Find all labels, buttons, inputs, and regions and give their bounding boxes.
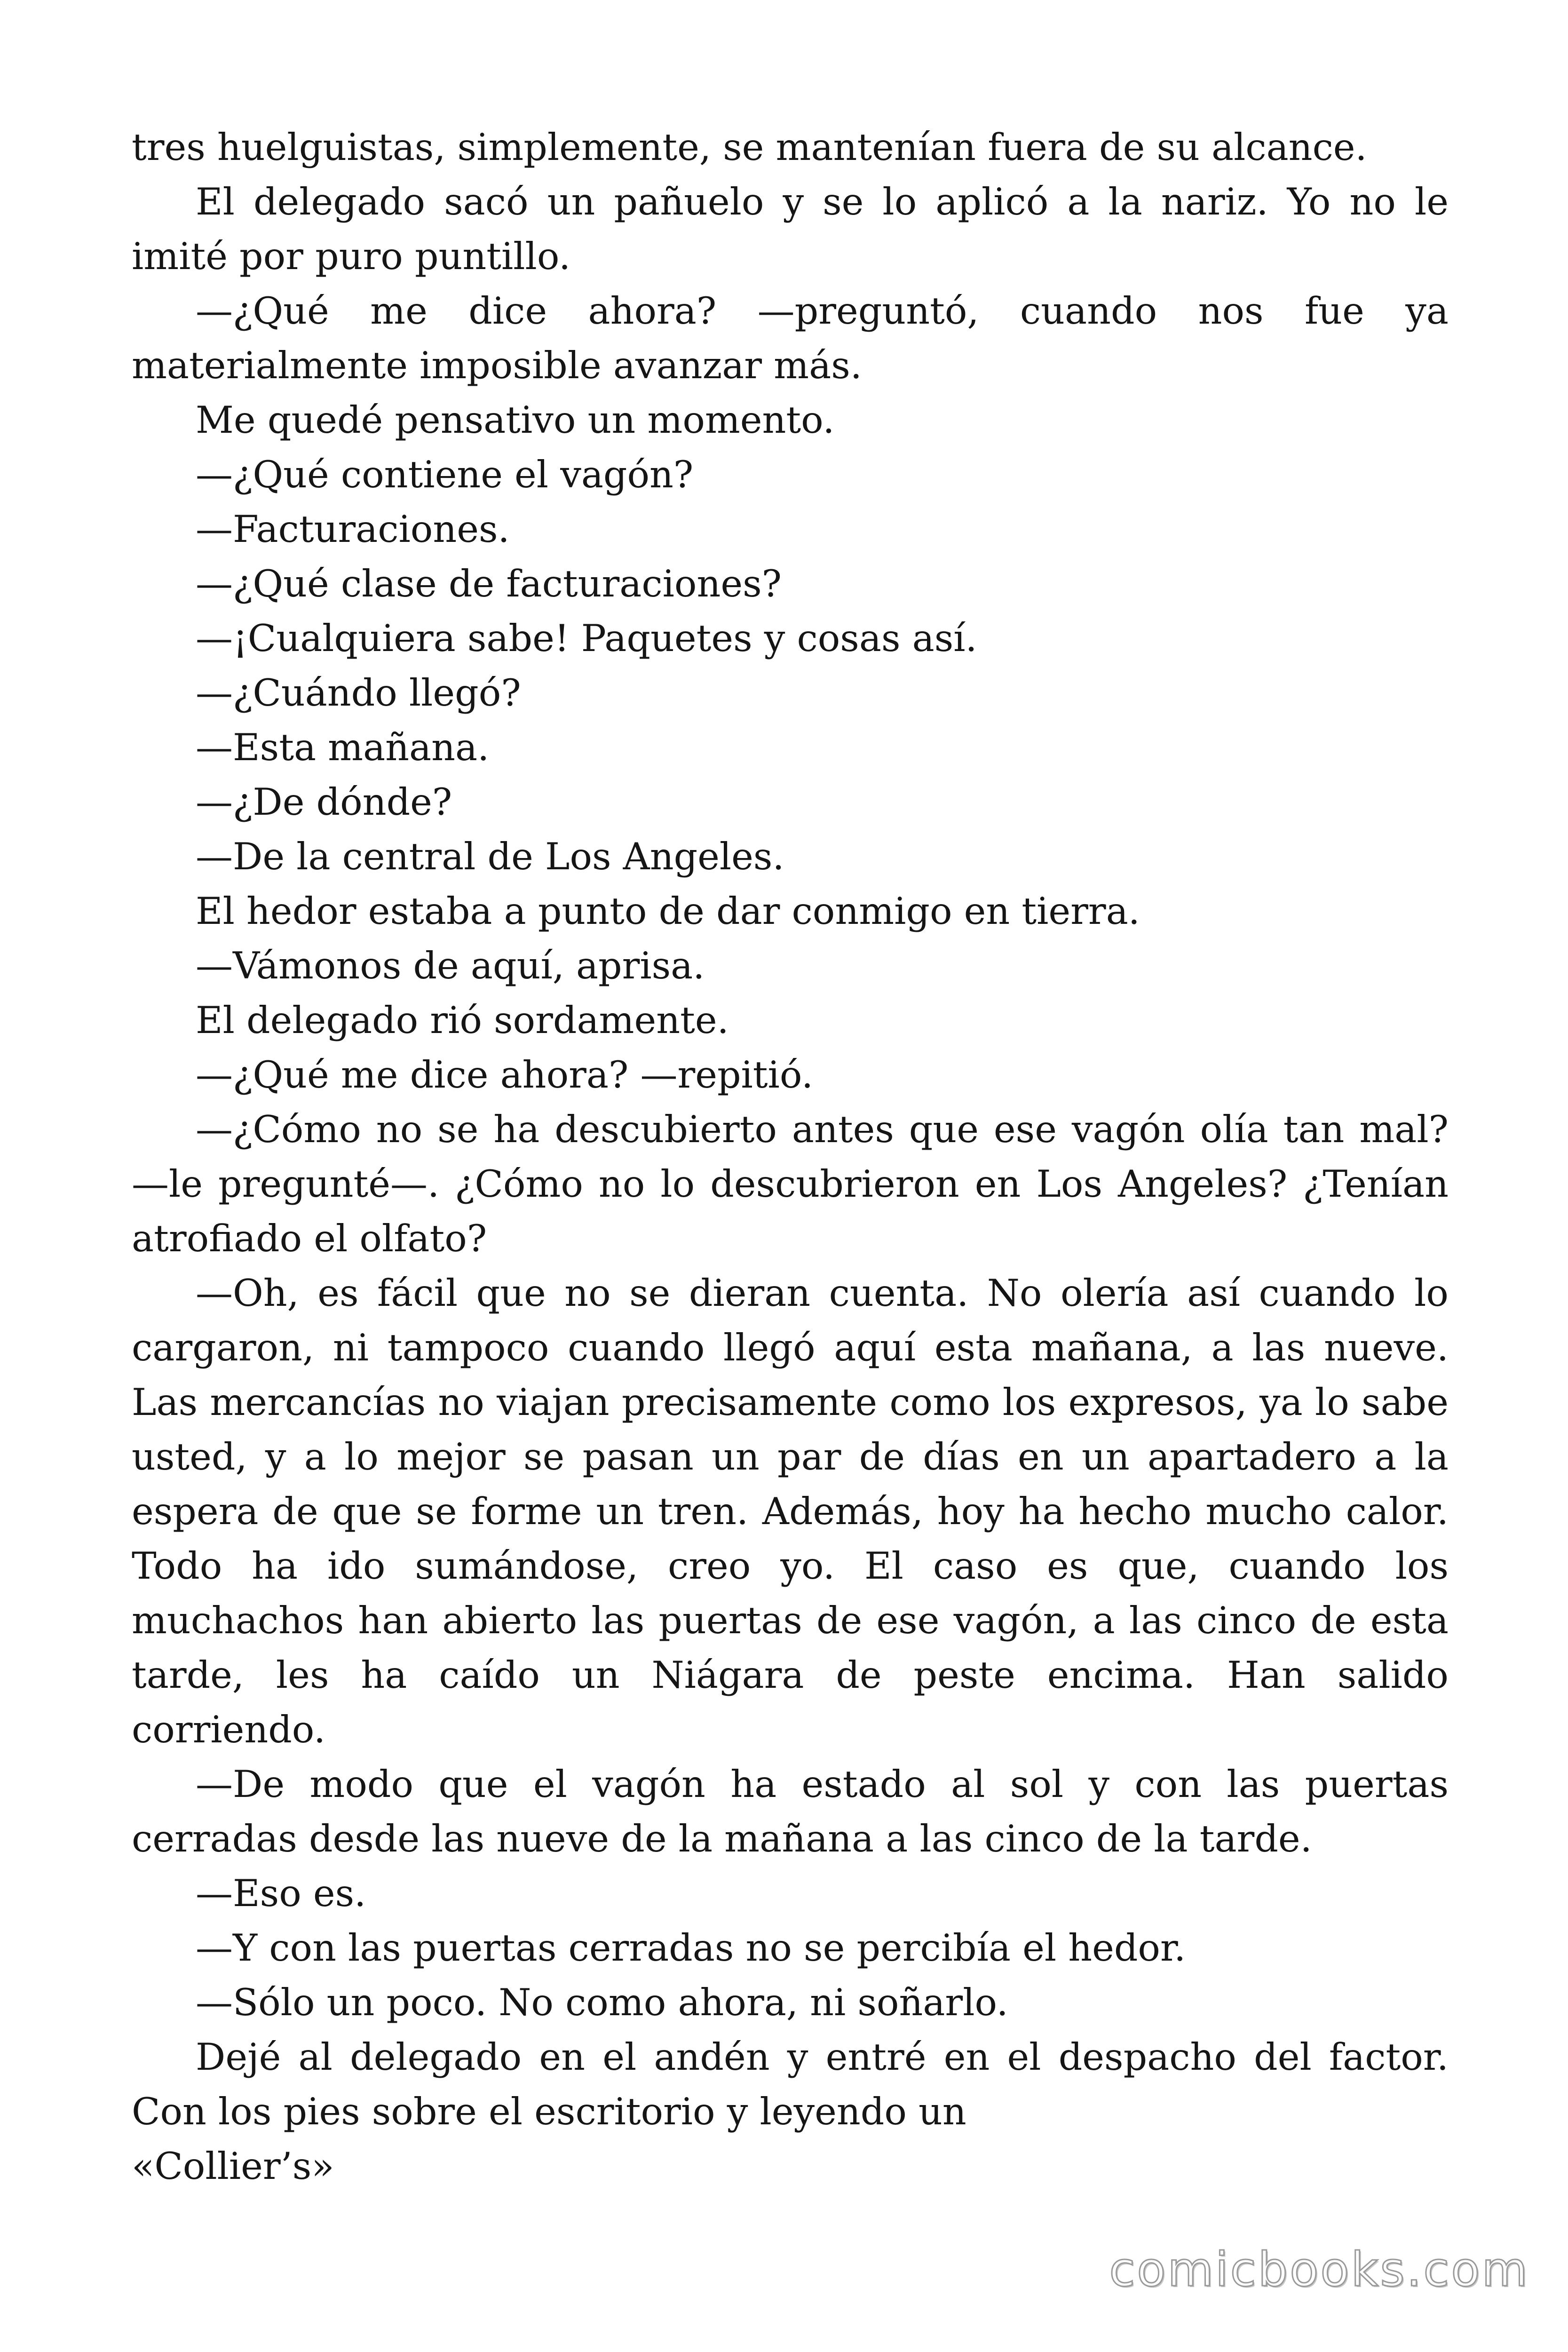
paragraph-1: tres huelguistas, simplemente, se mantenían fuera de su alcance. xyxy=(132,126,1367,169)
paragraph-2: El delegado sacó un pañuelo y se lo aplicó a la nariz. Yo no le imité por puro puntillo. xyxy=(132,180,1449,278)
paragraph-15: El delegado rió sordamente. xyxy=(196,999,729,1042)
watermark-logo: comicbooks.com xyxy=(1109,2242,1529,2297)
paragraph-19: —De modo que el vagón ha estado al sol y con las puertas cerradas desde las nueve de la mañana a las cinco de la tarde. xyxy=(132,1763,1449,1860)
paragraph-6: —Facturaciones. xyxy=(196,508,510,551)
paragraph-11: —¿De dónde? xyxy=(196,780,452,824)
paragraph-21: —Y con las puertas cerradas no se percibía el hedor. xyxy=(196,1926,1186,1970)
paragraph-20: —Eso es. xyxy=(196,1872,366,1915)
paragraph-3: —¿Qué me dice ahora? —preguntó, cuando nos fue ya materialmente imposible avanzar más. xyxy=(132,289,1449,387)
paragraph-23: Dejé al delegado en el andén y entré en el despacho del factor. Con los pies sobre el escritorio y leyendo un xyxy=(132,2035,1449,2133)
paragraph-17: —¿Cómo no se ha descubierto antes que ese vagón olía tan mal? —le pregunté—. ¿Cómo no lo descubrieron en Los Angeles? ¿Tenían atrofiado el olfato? xyxy=(132,1108,1449,1260)
paragraph-12: —De la central de Los Angeles. xyxy=(196,835,784,878)
paragraph-8: —¡Cualquiera sabe! Paquetes y cosas así. xyxy=(196,617,977,660)
paragraph-7: —¿Qué clase de facturaciones? xyxy=(196,562,782,605)
paragraph-22: —Sólo un poco. No como ahora, ni soñarlo. xyxy=(196,1981,1008,2024)
page-body xyxy=(132,120,1449,2193)
paragraph-16: —¿Qué me dice ahora? —repitió. xyxy=(196,1053,814,1097)
paragraph-13: El hedor estaba a punto de dar conmigo en tierra. xyxy=(196,890,1140,933)
paragraph-14: —Vámonos de aquí, aprisa. xyxy=(196,944,705,987)
paragraph-18: —Oh, es fácil que no se dieran cuenta. No olería así cuando lo cargaron, ni tampoco cuando llegó aquí esta mañana, a las nueve. Las mercancías no viajan precisamente como los expresos, ya lo sabe usted, y a lo mejor se pasan un par de días en un apartadero a la espera de que se forme un tren. Además, hoy ha hecho mucho calor. Todo ha ido sumándose, creo yo. El caso es que, cuando los muchachos han abierto las puertas de ese vagón, a las cinco de esta tarde, les ha caído un Niágara de peste encima. Han salido corriendo. xyxy=(132,1271,1449,1751)
paragraph-10: —Esta mañana. xyxy=(196,726,490,769)
paragraph-9: —¿Cuándo llegó? xyxy=(196,671,521,715)
magazine-title-line: «Collier’s» xyxy=(132,2145,334,2188)
paragraph-5: —¿Qué contiene el vagón? xyxy=(196,453,694,496)
paragraph-4: Me quedé pensativo un momento. xyxy=(196,398,835,442)
